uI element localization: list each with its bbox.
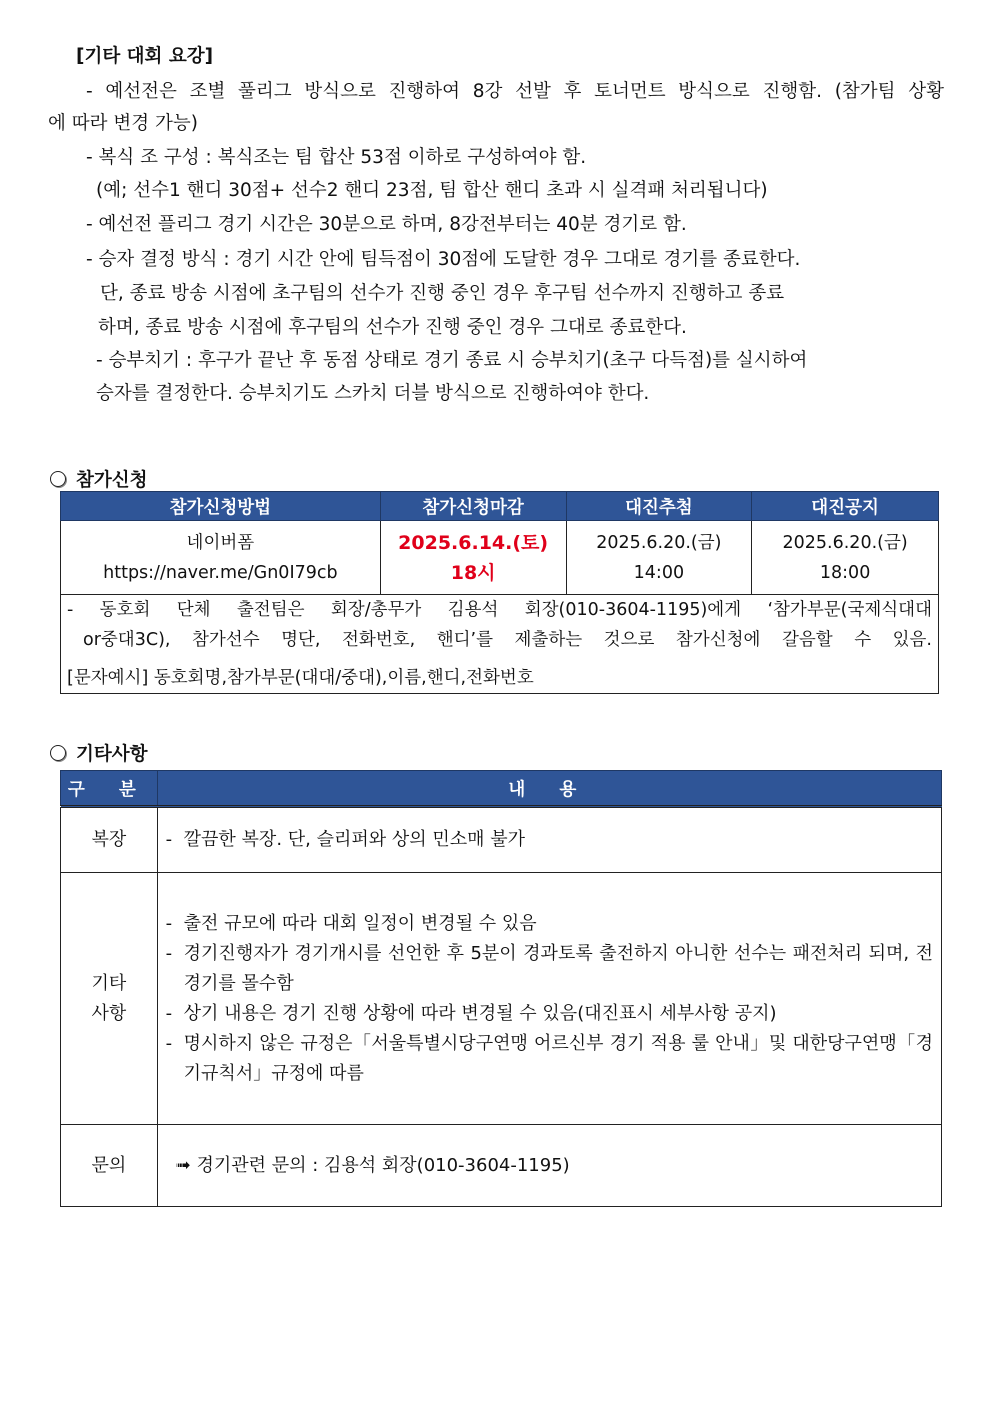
method-cell: [61, 521, 381, 595]
draw-time: 14:00: [633, 562, 685, 583]
inquiry-label: 문의: [61, 1125, 158, 1207]
rules-heading: [기타 대회 요강]: [76, 46, 214, 67]
rules-line-10: 승자를 결정한다. 승부치기도 스카치 더블 방식으로 진행하여야 한다.: [96, 383, 650, 404]
other-item: - 출전 규모에 따라 대회 일정이 변경될 수 있음: [165, 912, 537, 934]
rules-line-1: - 예선전은 조별 풀리그 방식으로 진행하여 8강 선발 후 토너먼트 방식으로 진행함. (참가팀 상황: [86, 81, 944, 102]
circle-bullet-icon: [50, 745, 66, 761]
other-row: [61, 873, 942, 1125]
other-label: [61, 873, 158, 1125]
circle-bullet-icon: [50, 471, 66, 487]
etc-table: [60, 770, 942, 1207]
etc-section-title: [50, 740, 147, 766]
attire-content: - 깔끔한 복장. 단, 슬리퍼와 상의 민소매 불가: [157, 807, 941, 873]
rules-line-9: - 승부치기 : 후구가 끝난 후 동점 상태로 경기 종료 시 승부치기(초구 다득점)를 실시하여: [96, 350, 808, 371]
inquiry-row: [61, 1125, 942, 1207]
note-line-2: or중대3C), 참가선수 명단, 전화번호, 핸디’를 제출하는 것으로 참가신청에 갈음할 수 있음.: [83, 630, 932, 650]
note-example: [문자예시] 동호회명,참가부문(대대/중대),이름,핸디,전화번호: [67, 668, 534, 688]
inquiry-text: ➟ 경기관련 문의 : 김용석 회장(010-3604-1195): [157, 1125, 941, 1207]
rules-line-2: 에 따라 변경 가능): [48, 113, 198, 134]
other-item: - 상기 내용은 경기 진행 상황에 따라 변경될 수 있음(대진표시 세부사항 공지): [165, 1002, 777, 1024]
notice-date: 2025.6.20.(금): [782, 532, 908, 553]
registration-note-row: [61, 595, 939, 694]
etc-header-row: [61, 771, 942, 807]
rules-line-8: 하며, 종료 방송 시점에 후구팀의 선수가 진행 중인 경우 그대로 종료한다.: [98, 317, 687, 338]
notice-time: 18:00: [819, 562, 871, 583]
attire-text: 깔끔한 복장. 단, 슬리퍼와 상의 민소매 불가: [183, 829, 526, 850]
method-link[interactable]: https://naver.me/Gn0I79cb: [103, 562, 338, 583]
rules-line-7: 단, 종료 방송 시점에 초구팀의 선수가 진행 중인 경우 후구팀 선수까지 진행하고 종료: [100, 283, 785, 304]
attire-label: 복장: [61, 807, 158, 873]
draw-date: 2025.6.20.(금): [596, 532, 722, 553]
other-content: [157, 873, 941, 1125]
other-label-line-2: 사항: [91, 1002, 127, 1024]
rules-line-4: (예; 선수1 핸디 30점+ 선수2 핸디 23점, 팀 합산 핸디 초과 시 실격패 처리됩니다): [96, 180, 768, 201]
other-item: - 경기진행자가 경기개시를 선언한 후 5분이 경과토록 출전하지 아니한 선수는 패전처리 되며, 전 경기를 몰수함: [165, 942, 933, 994]
registration-table: [60, 491, 939, 694]
other-item: - 명시하지 않은 규정은「서울특별시당구연맹 어르신부 경기 적용 룰 안내」및 대한당구연맹「경기규칙서」규정에 따름: [165, 1032, 933, 1084]
deadline-date: 2025.6.14.(토): [398, 531, 549, 554]
deadline-cell: [380, 521, 566, 595]
header-notice: 대진공지: [752, 492, 939, 521]
draw-cell: [566, 521, 752, 595]
rules-line-6: - 승자 결정 방식 : 경기 시간 안에 팀득점이 30점에 도달한 경우 그대로 경기를 종료한다.: [86, 249, 801, 270]
rules-line-5: - 예선전 플리그 경기 시간은 30분으로 하며, 8강전부터는 40분 경기로 함.: [86, 214, 687, 235]
notice-cell: [752, 521, 939, 595]
header-draw: 대진추첨: [566, 492, 752, 521]
registration-note-cell: [61, 595, 939, 694]
registration-data-row: [61, 521, 939, 595]
header-content: 내 용: [157, 771, 941, 807]
header-category: 구 분: [61, 771, 158, 807]
header-method: 참가신청방법: [61, 492, 381, 521]
deadline-time: 18시: [450, 561, 496, 584]
other-label-line-1: 기타: [91, 972, 127, 994]
rules-line-3: - 복식 조 구성 : 복식조는 팀 합산 53점 이하로 구성하여야 함.: [86, 147, 587, 168]
method-name: 네이버폼: [186, 532, 255, 553]
note-line-1: - 동호회 단체 출전팀은 회장/총무가 김용석 회장(010-3604-1195)에게 ‘참가부문(국제식대대: [67, 600, 932, 620]
registration-section-title: [50, 466, 147, 492]
registration-title: 참가신청: [76, 470, 148, 491]
etc-title: 기타사항: [76, 744, 148, 765]
attire-row: [61, 807, 942, 873]
header-deadline: 참가신청마감: [380, 492, 566, 521]
registration-header-row: [61, 492, 939, 521]
